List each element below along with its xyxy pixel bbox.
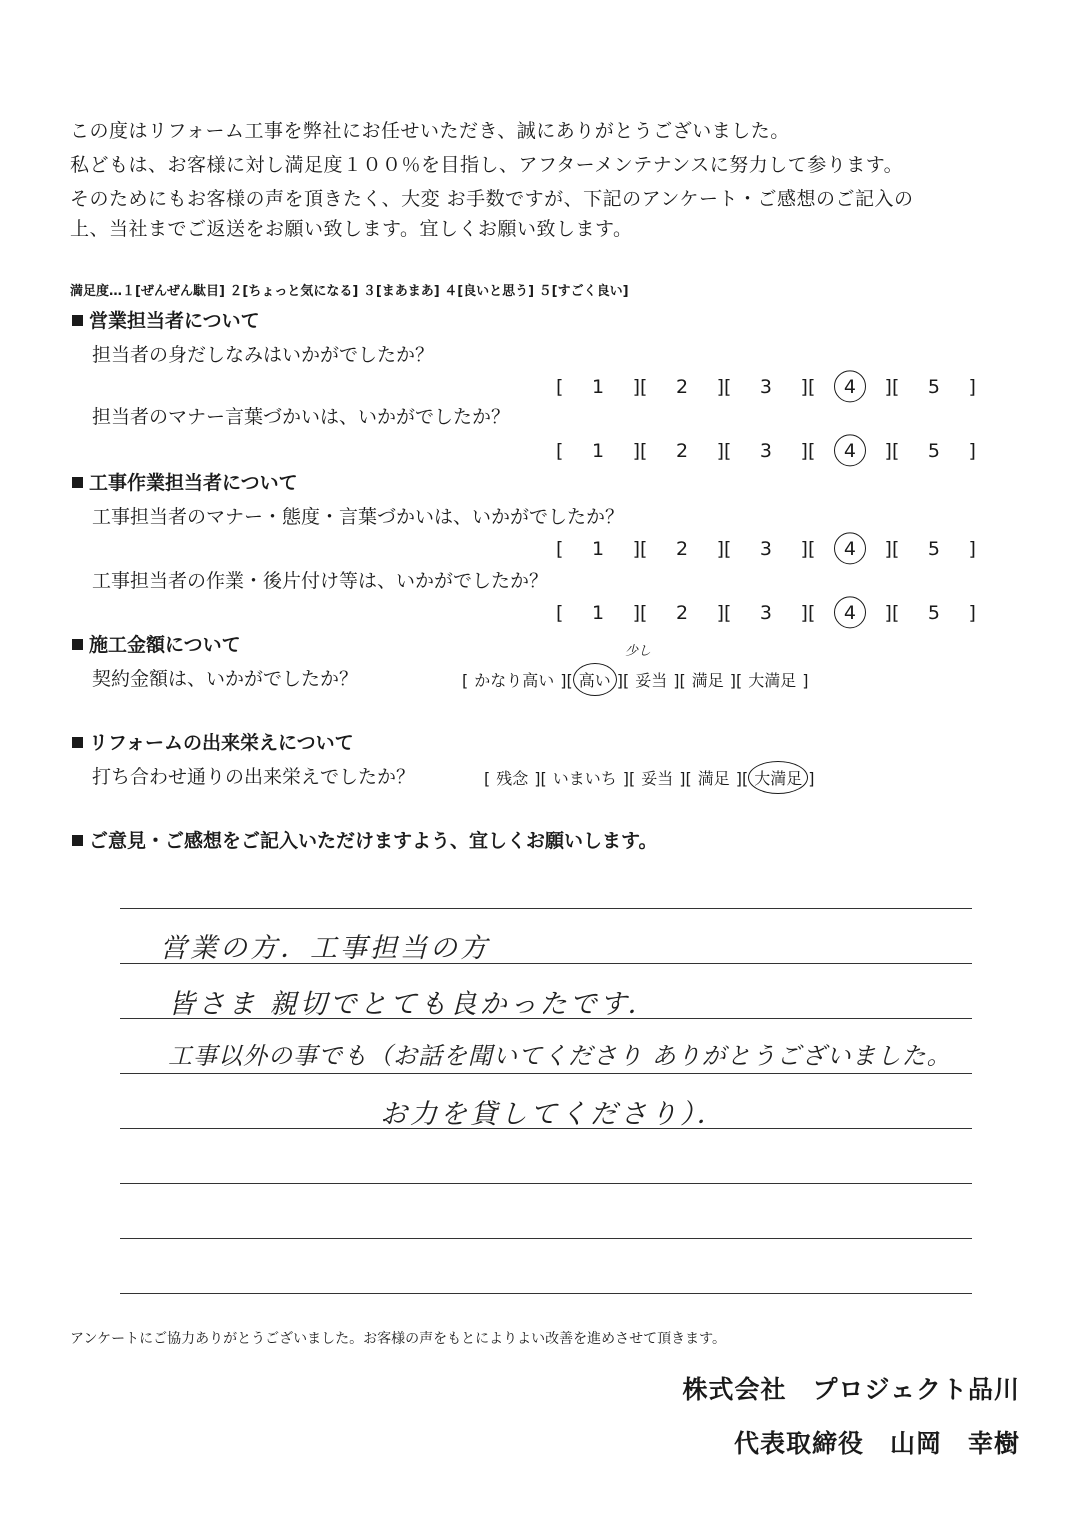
question-result: 打ち合わせ通りの出来栄えでしたか？ xyxy=(92,766,416,788)
rating-option-3[interactable]: 3 xyxy=(759,602,773,624)
comment-rule-line xyxy=(120,1073,972,1074)
rating-row-sales-appearance xyxy=(556,376,976,398)
bracket: ] xyxy=(968,538,976,560)
bracket: ][ xyxy=(632,602,648,624)
rating-option-3[interactable]: 3 xyxy=(759,376,773,398)
handwritten-comment-line-1: 営業の方．工事担当の方 xyxy=(160,933,490,964)
section-title-text: 営業担当者について xyxy=(89,310,260,332)
rating-option-5[interactable]: 5 xyxy=(927,538,940,560)
bracket: ][ xyxy=(729,671,743,690)
bracket: ][ xyxy=(632,376,648,398)
comment-rule-line xyxy=(120,1293,972,1294)
question-sales-manners: 担当者のマナー言葉づかいは、いかがでしたか？ xyxy=(92,406,511,428)
price-option-satisfied[interactable]: 満足 xyxy=(691,671,724,690)
bracket: ][ xyxy=(884,376,900,398)
bracket: ][ xyxy=(632,440,648,462)
bracket: ][ xyxy=(679,769,692,788)
rating-option-2[interactable]: 2 xyxy=(675,376,689,398)
rating-option-4-selected[interactable]: 4 xyxy=(843,376,856,398)
bracket: ] xyxy=(802,671,809,690)
section-title-construction xyxy=(72,468,298,495)
result-option-fair[interactable]: 妥当 xyxy=(641,769,674,788)
rating-option-3[interactable]: 3 xyxy=(759,538,773,560)
rating-row-construction-work xyxy=(556,602,976,624)
bullet-square-icon xyxy=(72,835,83,846)
bracket: [ xyxy=(556,376,564,398)
rating-option-4-selected[interactable]: 4 xyxy=(843,538,856,560)
intro-line-1: この度はリフォーム工事を弊社にお任せいただき、誠にありがとうございました。 xyxy=(70,120,790,142)
comment-rule-line xyxy=(120,1183,972,1184)
handwritten-comment-line-2: 皆さま 親切でとても良かったです． xyxy=(168,989,658,1020)
bracket: ][ xyxy=(716,440,732,462)
price-option-very-satisfied[interactable]: 大満足 xyxy=(748,671,797,690)
company-representative: 代表取締役 山岡 幸樹 xyxy=(733,1429,1020,1458)
bracket: ][ xyxy=(800,538,816,560)
rating-option-4-selected[interactable]: 4 xyxy=(843,440,856,462)
bracket: ][ xyxy=(534,769,547,788)
comment-rule-line xyxy=(120,908,972,909)
price-option-fair[interactable]: 妥当 xyxy=(635,671,668,690)
handwritten-comment-line-3: 工事以外の事でも（お話を聞いてくださり ありがとうございました。 xyxy=(168,1042,952,1070)
bracket: ][ xyxy=(622,769,636,788)
bracket: ][ xyxy=(884,602,900,624)
rating-option-4-selected[interactable]: 4 xyxy=(843,602,856,624)
intro-line-3: そのためにもお客様の声を頂きたく、大変 お手数ですが、下記のアンケート・ご感想のご記入の xyxy=(70,188,914,210)
bracket: ][ xyxy=(800,376,816,398)
rating-option-2[interactable]: 2 xyxy=(675,440,689,462)
rating-row-construction-manners xyxy=(556,538,976,560)
company-name: 株式会社 プロジェクト品川 xyxy=(682,1375,1020,1404)
result-option-disappointing[interactable]: 残念 xyxy=(496,769,529,788)
rating-option-2[interactable]: 2 xyxy=(675,602,689,624)
footer-thanks-note: アンケートにご協力ありがとうございました。お客様の声をもとによりよい改善を進めさせて頂きます。 xyxy=(70,1331,727,1347)
price-option-very-high[interactable]: かなり高い xyxy=(474,671,555,690)
bracket: ] xyxy=(968,440,976,462)
question-sales-appearance: 担当者の身だしなみはいかがでしたか？ xyxy=(92,344,435,366)
section-title-text: 施工金額について xyxy=(89,634,241,656)
rating-row-sales-manners xyxy=(556,440,976,462)
rating-option-1[interactable]: 1 xyxy=(591,376,605,398)
choice-row-result xyxy=(484,766,815,789)
bracket: ][ xyxy=(884,440,900,462)
bracket: ][ xyxy=(884,538,900,560)
bracket: ][ xyxy=(673,671,686,690)
bracket: ][ xyxy=(800,602,816,624)
rating-option-1[interactable]: 1 xyxy=(591,440,605,462)
price-option-high-selected[interactable]: 高い xyxy=(579,668,611,691)
bracket: [ xyxy=(556,440,564,462)
bracket: ][ xyxy=(716,602,732,624)
result-option-satisfied[interactable]: 満足 xyxy=(697,769,730,788)
rating-option-5[interactable]: 5 xyxy=(927,602,940,624)
rating-option-3[interactable]: 3 xyxy=(759,440,773,462)
section-title-sales xyxy=(72,306,260,333)
bullet-square-icon xyxy=(72,639,83,650)
bullet-square-icon xyxy=(72,315,83,326)
intro-line-2: 私どもは、お客様に対し満足度１００％を目指し、アフターメンテナンスに努力して参ります。 xyxy=(70,154,904,176)
handwritten-note-slightly: 少し xyxy=(625,644,652,659)
question-contract-price: 契約金額は、いかがでしたか？ xyxy=(92,668,359,690)
bracket: ][ xyxy=(716,538,732,560)
section-title-comments xyxy=(72,826,657,853)
section-title-price xyxy=(72,630,241,657)
bullet-square-icon xyxy=(72,737,83,748)
bracket: ][ xyxy=(632,538,648,560)
rating-option-5[interactable]: 5 xyxy=(927,440,940,462)
result-option-so-so[interactable]: いまいち xyxy=(552,769,617,788)
bracket: ][ xyxy=(800,440,816,462)
question-construction-manners: 工事担当者のマナー・態度・言葉づかいは、いかがでしたか？ xyxy=(92,506,625,528)
scale-legend: 満足度…１[ぜんぜん駄目] ２[ちょっと気になる] ３[まあまあ] ４[良いと思う] ５[すごく良い] xyxy=(70,284,629,299)
bracket: ][ xyxy=(716,376,732,398)
intro-line-4: 上、当社までご返送をお願い致します。宜しくお願い致します。 xyxy=(70,218,633,240)
bracket: [ xyxy=(556,538,564,560)
bullet-square-icon xyxy=(72,477,83,488)
result-option-very-satisfied-selected[interactable]: 大満足 xyxy=(754,766,802,789)
rating-option-5[interactable]: 5 xyxy=(927,376,940,398)
bracket: ] xyxy=(808,769,815,788)
bracket: ] xyxy=(968,376,976,398)
rating-option-1[interactable]: 1 xyxy=(591,538,605,560)
section-title-result xyxy=(72,728,354,755)
bracket: ] xyxy=(968,602,976,624)
section-title-text: ご意見・ご感想をご記入いただけますよう、宜しくお願いします。 xyxy=(89,830,658,852)
section-title-text: リフォームの出来栄えについて xyxy=(89,732,354,754)
bracket: [ xyxy=(556,602,564,624)
bracket: ][ xyxy=(616,671,630,690)
question-construction-work: 工事担当者の作業・後片付け等は、いかがでしたか？ xyxy=(92,570,549,592)
bracket: ][ xyxy=(560,671,573,690)
rating-option-2[interactable]: 2 xyxy=(675,538,689,560)
handwritten-comment-line-4: お力を貸してくださり）． xyxy=(380,1099,727,1130)
bracket: [ xyxy=(484,769,491,788)
choice-row-price xyxy=(462,668,809,691)
comment-rule-line xyxy=(120,1238,972,1239)
rating-option-1[interactable]: 1 xyxy=(591,602,605,624)
section-title-text: 工事作業担当者について xyxy=(89,472,298,494)
bracket: [ xyxy=(462,671,469,690)
bracket: ][ xyxy=(735,769,749,788)
